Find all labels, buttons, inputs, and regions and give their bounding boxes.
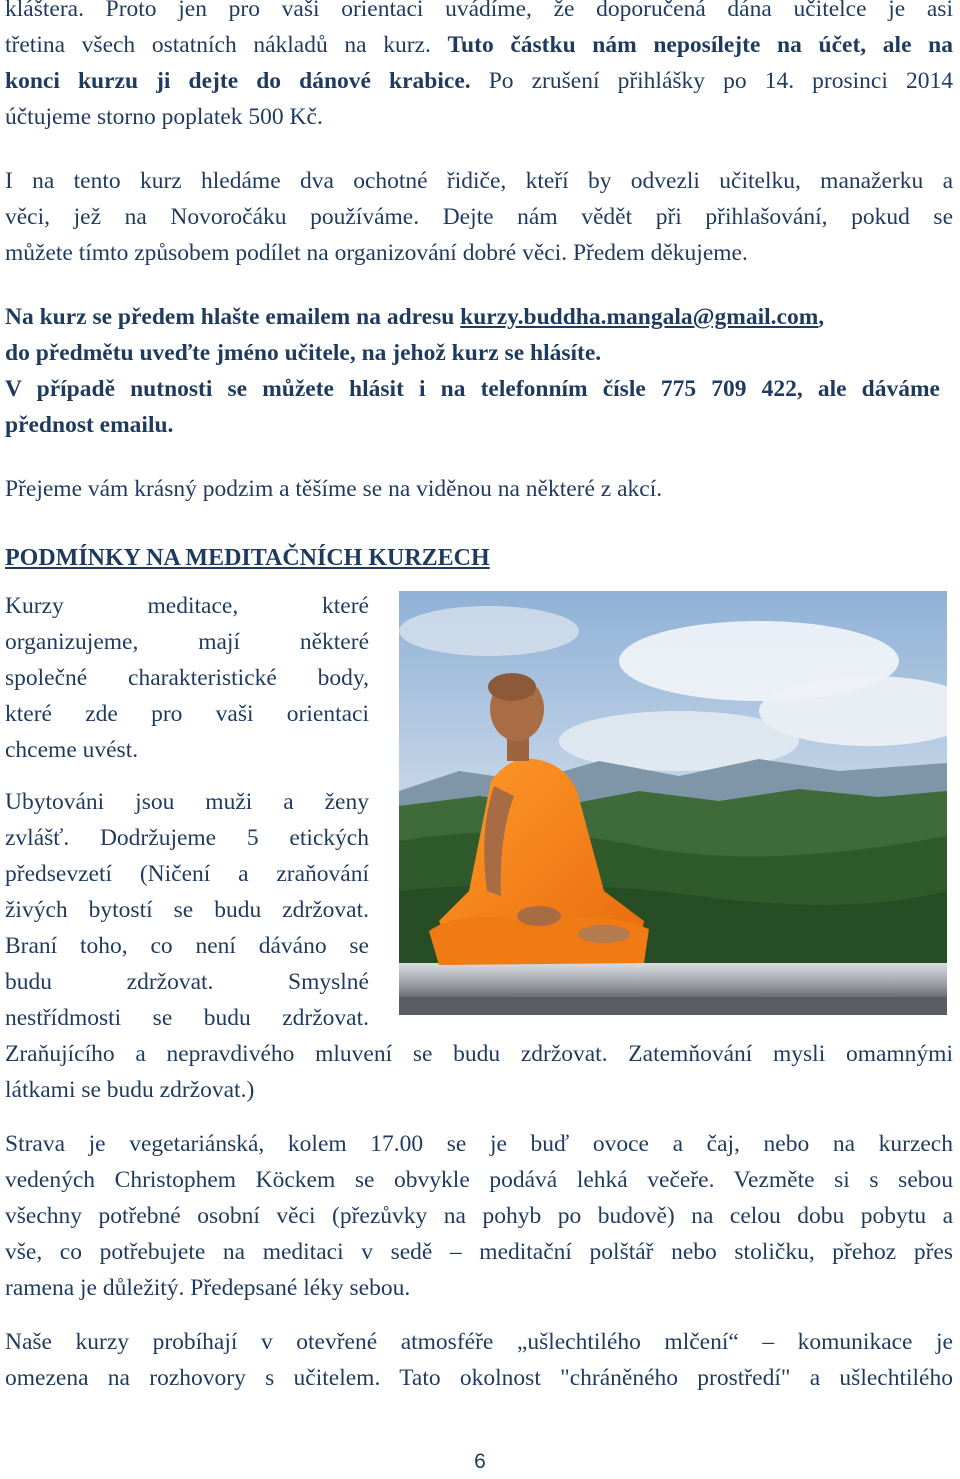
paragraph-6-line-9: látkami se budu zdržovat.) [5,1077,255,1103]
paragraph-1-line-1: kláštera. Proto jen pro vaši orientaci uvádíme, že doporučená dána učitelce je asi [5,0,953,22]
paragraph-6-line-8: Zraňujícího a nepravdivého mluvení se budu zdržovat. Zatemňování mysli omamnými [5,1041,953,1067]
paragraph-2-line-1: I na tento kurz hledáme dva ochotné řidiče, kteří by odvezli učitelku, manažerku a [5,168,953,194]
paragraph-5-line-2: organizujeme, mají některé [5,629,369,655]
paragraph-8-line-1: Naše kurzy probíhají v otevřené atmosféře „ušlechtilého mlčení“ – komunikace je [5,1329,953,1355]
paragraph-4: Přejeme vám krásný podzim a těšíme se na viděnou na některé z akcí. [5,476,663,502]
paragraph-6-line-7: nestřídmosti se budu zdržovat. [5,1005,369,1031]
paragraph-6-line-6: budu zdržovat. Smyslné [5,969,369,995]
paragraph-3-line-4: přednost emailu. [5,412,174,438]
paragraph-5-line-1: Kurzy meditace, které [5,593,369,619]
paragraph-2-line-2: věci, jež na Novoročáku používáme. Dejte nám vědět při přihlašování, pokud se [5,204,953,230]
paragraph-1-line-4: účtujeme storno poplatek 500 Kč. [5,104,323,130]
paragraph-2-line-3: můžete tímto způsobem podílet na organizování dobré věci. Předem děkujeme. [5,240,748,266]
paragraph-3-line-2: do předmětu uveďte jméno učitele, na jehož kurz se hlásíte. [5,340,602,366]
page-number: 6 [474,1450,486,1473]
paragraph-5-line-4: které zde pro vaši orientaci [5,701,369,727]
paragraph-5-line-5: chceme uvést. [5,737,139,763]
paragraph-6-line-4: živých bytostí se budu zdržovat. [5,897,369,923]
paragraph-6-line-3: předsevzetí (Ničení a zraňování [5,861,369,887]
paragraph-6-line-5: Braní toho, co není dáváno se [5,933,369,959]
paragraph-5-line-3: společné charakteristické body, [5,665,369,691]
paragraph-3-line-3: V případě nutnosti se můžete hlásit i na telefonním čísle 775 709 422, ale dáváme [5,376,940,402]
section-heading: PODMÍNKY NA MEDITAČNÍCH KURZECH [5,545,490,571]
paragraph-1-line-3: konci kurzu ji dejte do dánové krabice. Po zrušení přihlášky po 14. prosinci 2014 [5,68,953,94]
email-link[interactable]: kurzy.buddha.mangala@gmail.com [460,304,819,330]
paragraph-6-line-2: zvlášť. Dodržujeme 5 etických [5,825,369,851]
paragraph-1-line-2: třetina všech ostatních nákladů na kurz. Tuto částku nám neposílejte na účet, ale na [5,32,953,58]
paragraph-7-line-1: Strava je vegetariánská, kolem 17.00 se je buď ovoce a čaj, nebo na kurzech [5,1131,953,1157]
paragraph-7-line-3: všechny potřebné osobní věci (přezůvky na pohyb po budově) na celou dobu pobytu a [5,1203,953,1229]
paragraph-8-line-2: omezena na rozhovory s učitelem. Tato okolnost "chráněného prostředí" a ušlechtilého [5,1365,953,1391]
paragraph-7-line-2: vedených Christophem Köckem se obvykle podává lehká večeře. Vezměte si s sebou [5,1167,953,1193]
paragraph-3-line-1: Na kurz se předem hlašte emailem na adresu kurzy.buddha.mangala@gmail.com, [5,304,825,330]
paragraph-7-line-5: ramena je důležitý. Předepsané léky sebou. [5,1275,411,1301]
paragraph-7-line-4: vše, co potřebujete na meditaci v sedě – meditační polštář nebo stoličku, přehoz přes [5,1239,953,1265]
meditating-monk-photo [399,591,947,1015]
paragraph-6-line-1: Ubytováni jsou muži a ženy [5,789,369,815]
